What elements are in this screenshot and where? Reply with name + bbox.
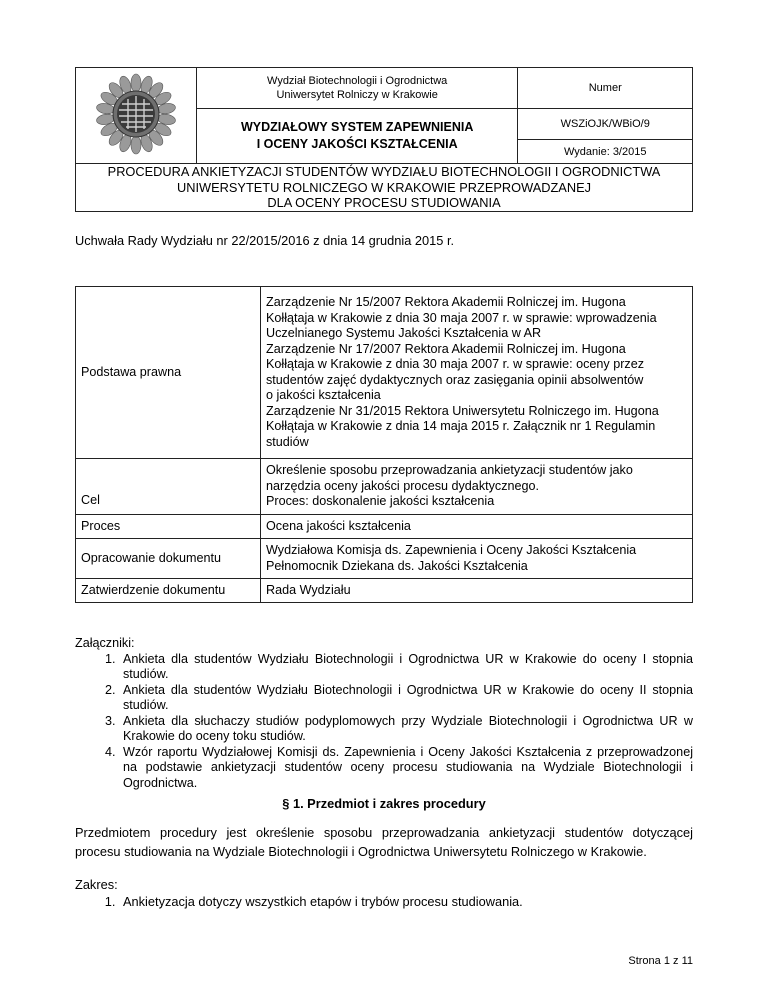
- row-value: Ocena jakości kształcenia: [261, 515, 693, 539]
- number-cell: [518, 68, 693, 164]
- logo-cell: [76, 68, 197, 164]
- table-row: [76, 287, 693, 459]
- document-header: [75, 67, 693, 212]
- row-value: Określenie sposobu przeprowadzania ankietyzacji studentów jako narzędzia oceny jakości procesu dydaktycznego. Proces: doskonalenie jakości kształcenia: [261, 459, 693, 515]
- table-row: [76, 539, 693, 579]
- page-number: Strona 1 z 11: [628, 955, 693, 967]
- scope: [75, 876, 693, 910]
- row-key: Cel: [76, 459, 261, 515]
- resolution-text: Uchwała Rady Wydziału nr 22/2015/2016 z dnia 14 grudnia 2015 r.: [75, 233, 455, 248]
- university-emblem-icon: [88, 73, 184, 155]
- scope-list: [75, 893, 693, 910]
- list-item: 2. Ankieta dla studentów Wydziału Biotechnologii i Ogrodnictwa UR w Krakowie do oceny II stopnia studiów.: [119, 683, 693, 714]
- row-key: Zatwierdzenie dokumentu: [76, 579, 261, 603]
- procedure-title: PROCEDURA ANKIETYZACJI STUDENTÓW WYDZIAŁU BIOTECHNOLOGII I OGRODNICTWA UNIWERSYTETU ROLNICZEGO W KRAKOWIE PRZEPROWADZANEJ DLA OCENY PROCESU STUDIOWANIA: [76, 164, 693, 212]
- info-table: [75, 286, 693, 603]
- table-row: [76, 515, 693, 539]
- system-title: WYDZIAŁOWY SYSTEM ZAPEWNIENIA I OCENY JAKOŚCI KSZTAŁCENIA: [240, 120, 474, 151]
- faculty-name: Wydział Biotechnologii i Ogrodnictwa Uniwersytet Rolniczy w Krakowie: [197, 68, 518, 109]
- number-label: Numer: [518, 68, 692, 109]
- row-key: Opracowanie dokumentu: [76, 539, 261, 579]
- row-value: Rada Wydziału: [261, 579, 693, 603]
- row-key: Proces: [76, 515, 261, 539]
- attachments-label: Załączniki:: [75, 636, 135, 650]
- table-row: [76, 459, 693, 515]
- list-item: 1. Ankieta dla studentów Wydziału Biotechnologii i Ogrodnictwa UR w Krakowie do oceny I stopnia studiów.: [119, 652, 693, 683]
- faculty-cell: [196, 68, 518, 164]
- document-number: WSZiOJK/WBiO/9: [518, 109, 692, 140]
- subject-paragraph: Przedmiotem procedury jest określenie sposobu przeprowadzania ankietyzacji studentów dotyczącej procesu studiowania na Wydziale Biotechnologii i Ogrodnictwa Uniwersytetu Rolniczego w Krakowie.: [75, 825, 693, 859]
- table-row: [76, 579, 693, 603]
- list-item: 3. Ankieta dla słuchaczy studiów podyplomowych przy Wydziale Biotechnologii i Ogrodnictwa UR w Krakowie do oceny toku studiów.: [119, 714, 693, 745]
- edition-label: Wydanie: 3/2015: [564, 145, 647, 158]
- list-item: 4. Wzór raportu Wydziałowej Komisji ds. Zapewnienia i Oceny Jakości Kształcenia z przeprowadzonej na podstawie ankietyzacji studentów oceny procesu studiowania na Wydziale Biotechnologii i Ogrodnictwa.: [119, 745, 693, 792]
- attachments-list: [75, 652, 693, 792]
- row-key: Podstawa prawna: [76, 287, 261, 459]
- list-item: 1. Ankietyzacja dotyczy wszystkich etapów i trybów procesu studiowania.: [119, 893, 693, 910]
- attachments: [75, 636, 693, 791]
- row-value: Wydziałowa Komisja ds. Zapewnienia i Oceny Jakości Kształcenia Pełnomocnik Dziekana ds. Jakości Kształcenia: [261, 539, 693, 579]
- row-value: Zarządzenie Nr 15/2007 Rektora Akademii Rolniczej im. Hugona Kołłątaja w Krakowie z dnia 30 maja 2007 r. w sprawie: wprowadzenia Uczelnianego Systemu Jakości Kształcenia w AR Zarządzenie Nr 17/2007 Rektora Akademii Rolniczej im. Hugona Kołłątaja w Krakowie z dnia 30 maja 2007 r. w sprawie: oceny przez studentów zajęć dydaktycznych oraz zasięgania opinii absolwentów o jakości kształcenia Zarządzenie Nr 31/2015 Rektora Uniwersytetu Rolniczego im. Hugona Kołłątaja w Krakowie z dnia 14 maja 2015 r. Załącznik nr 1 Regulamin studiów: [261, 287, 693, 459]
- scope-label: Zakres:: [75, 877, 118, 892]
- section-heading: § 1. Przedmiot i zakres procedury: [282, 796, 486, 811]
